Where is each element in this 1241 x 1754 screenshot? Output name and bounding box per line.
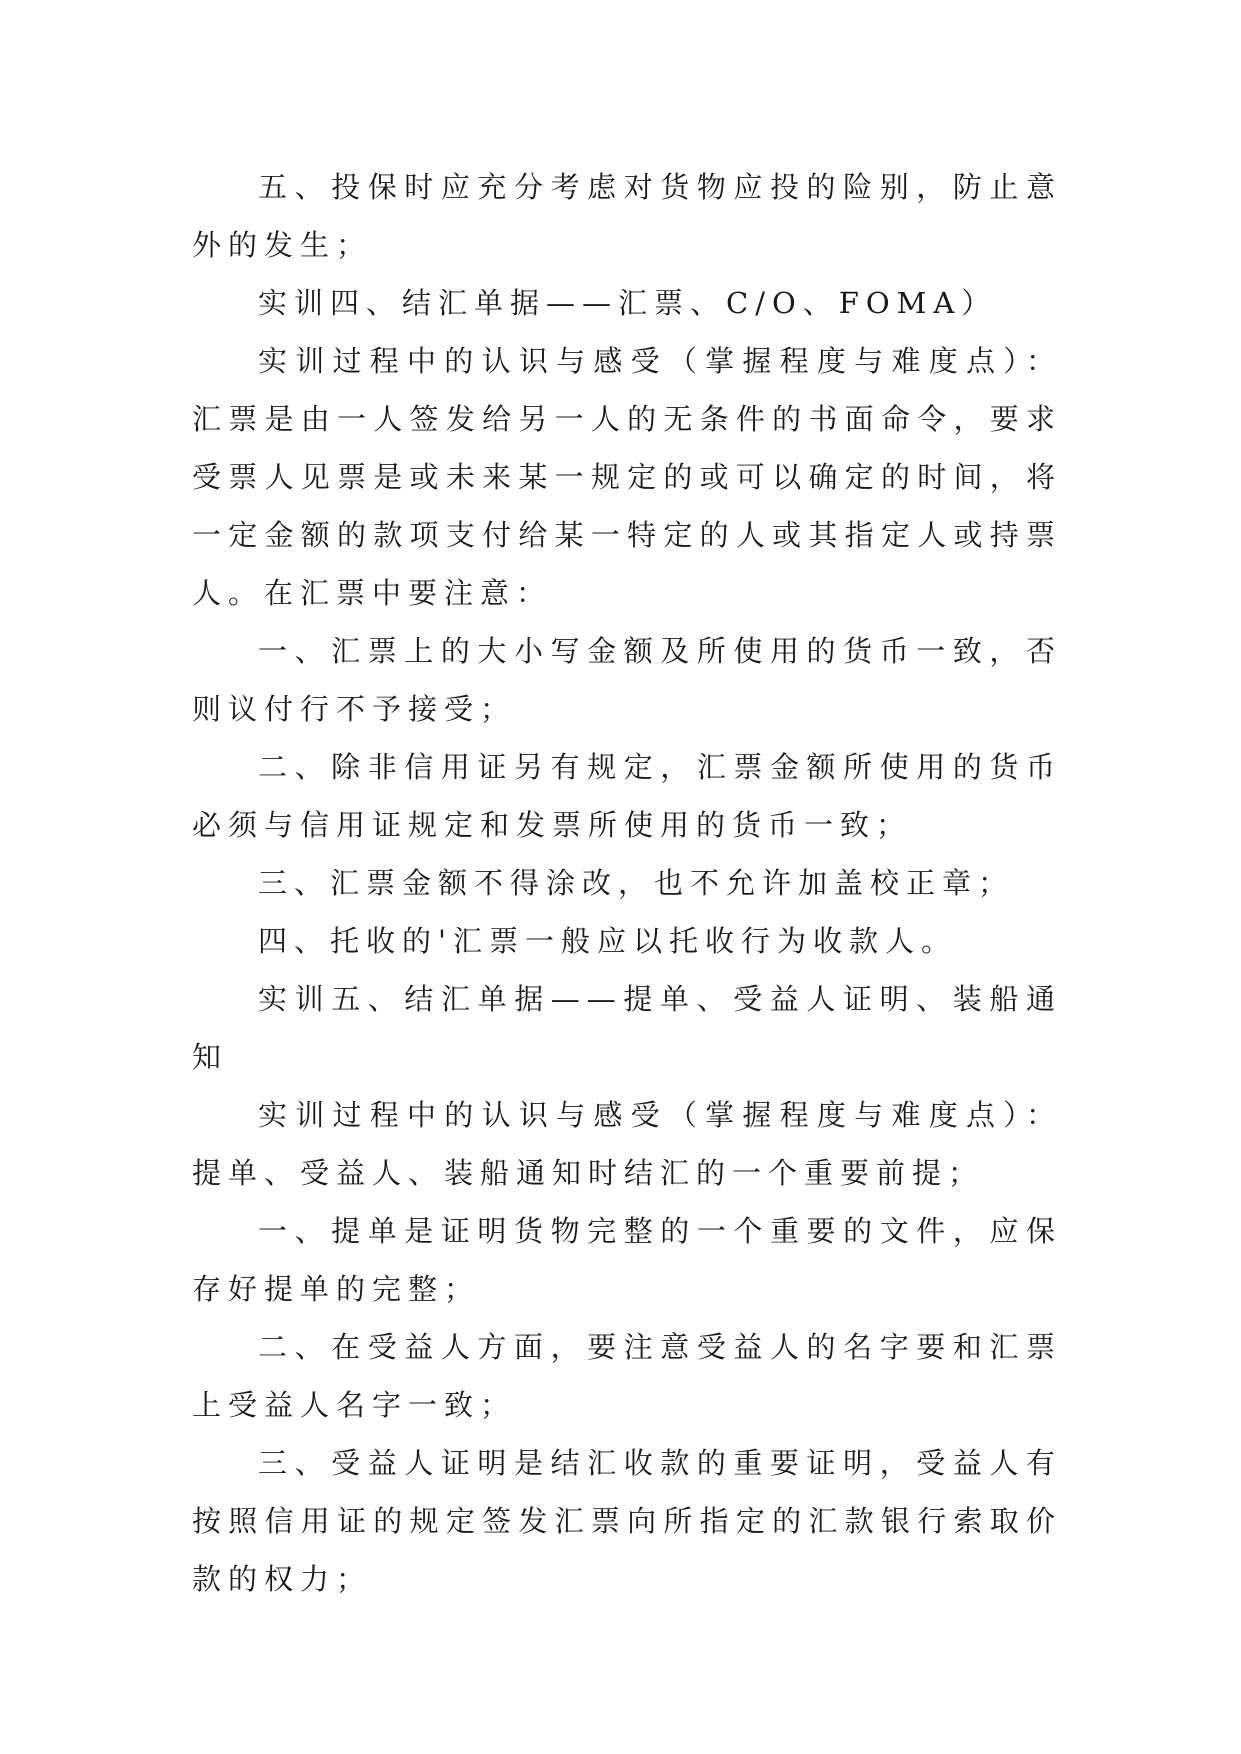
document-body: [192, 158, 1062, 1608]
paragraph: 五、投保时应充分考虑对货物应投的险别，防止意外的发生；: [192, 170, 1062, 262]
paragraph: 实训过程中的认识与感受（掌握程度与难度点）：提单、受益人、装船通知时结汇的一个重要前提；: [192, 1098, 1062, 1190]
paragraph: 二、除非信用证另有规定，汇票金额所使用的货币必须与信用证规定和发票所使用的货币一致；: [192, 750, 1062, 842]
paragraph: 三、受益人证明是结汇收款的重要证明，受益人有按照信用证的规定签发汇票向所指定的汇款银行索取价款的权力；: [192, 1446, 1062, 1596]
paragraph: 二、在受益人方面，要注意受益人的名字要和汇票上受益人名字一致；: [192, 1330, 1062, 1422]
paragraph: 实训过程中的认识与感受（掌握程度与难度点）：汇票是由一人签发给另一人的无条件的书面命令，要求受票人见票是或未来某一规定的或可以确定的时间，将一定金额的款项支付给某一特定的人或其指定人或持票人。在汇票中要注意：: [192, 344, 1062, 610]
section-heading: 实训五、结汇单据——提单、受益人证明、装船通知: [192, 982, 1062, 1074]
paragraph: 一、汇票上的大小写金额及所使用的货币一致，否则议付行不予接受；: [192, 634, 1062, 726]
paragraph: 四、托收的'汇票一般应以托收行为收款人。: [258, 924, 957, 958]
section-heading: 实训四、结汇单据——汇票、C/O、FOMA）: [258, 286, 998, 320]
paragraph: 一、提单是证明货物完整的一个重要的文件，应保存好提单的完整；: [192, 1214, 1062, 1306]
paragraph: 三、汇票金额不得涂改，也不允许加盖校正章；: [258, 866, 1015, 900]
